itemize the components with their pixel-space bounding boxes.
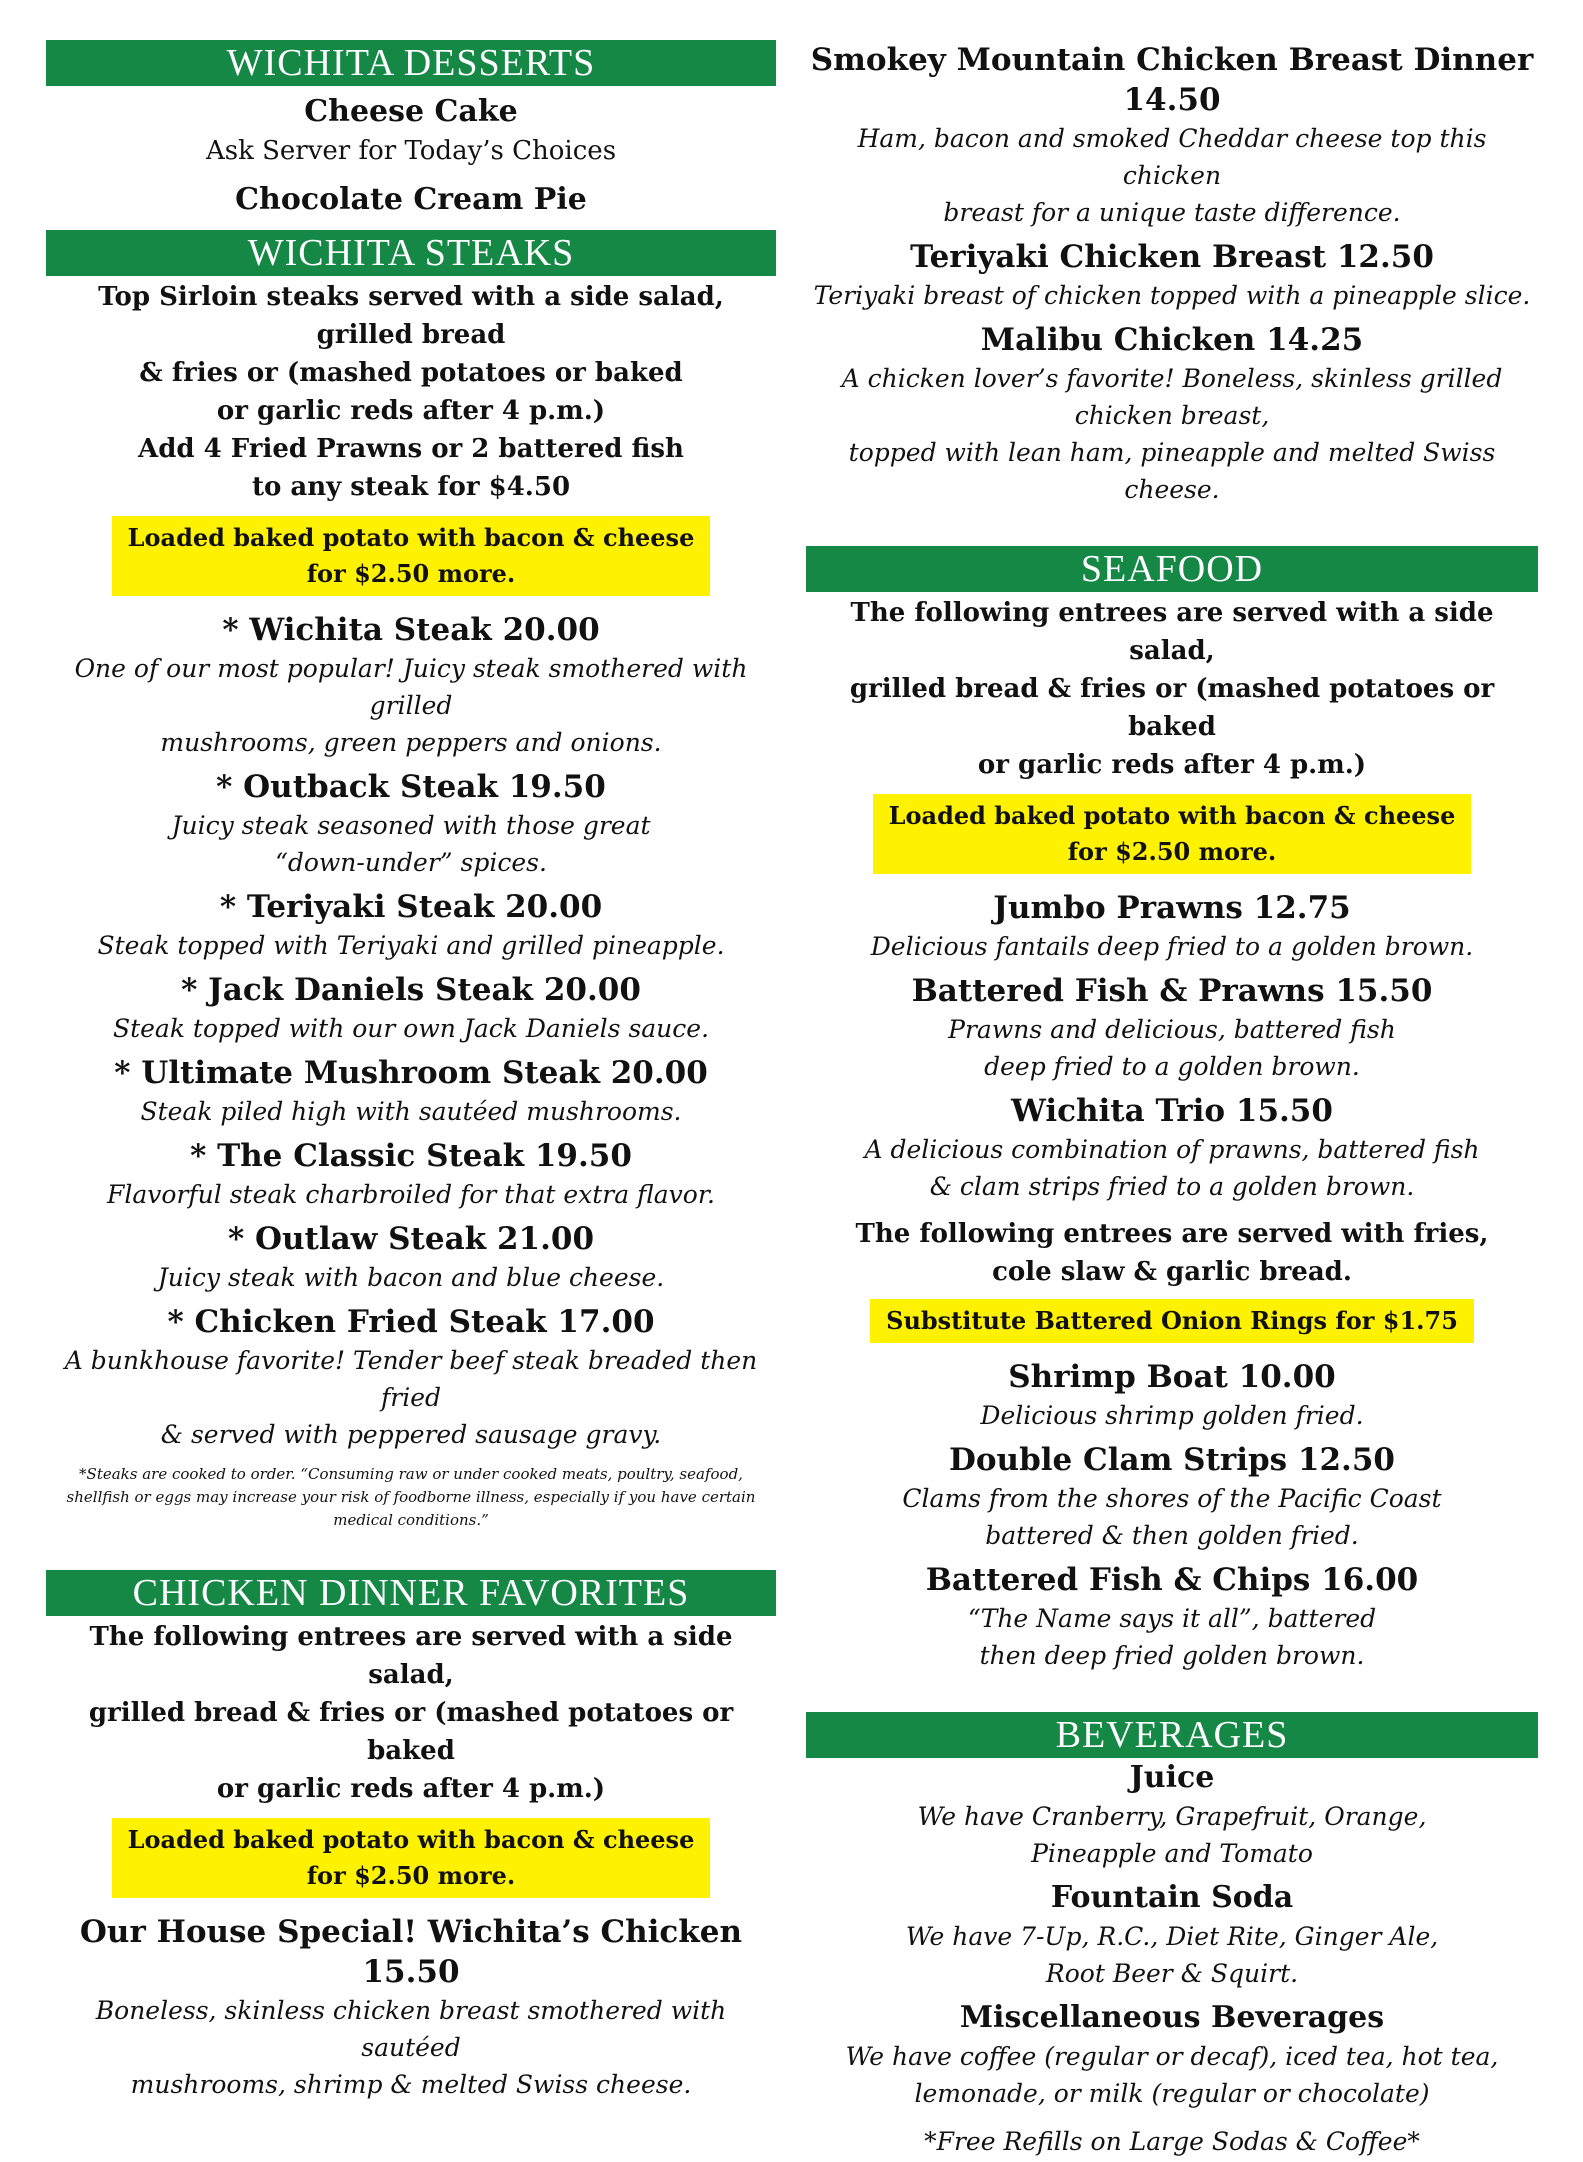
steak-item: * Jack Daniels Steak 20.00 Steak topped with our own Jack Daniels sauce. (112, 972, 710, 1043)
beverage-item: Fountain Soda We have 7-Up, R.C., Diet Rite, Ginger Ale, Root Beer & Squirt. (905, 1880, 1439, 1988)
steak-item: * Teriyaki Steak 20.00 Steak topped with Teriyaki and grilled pineapple. (97, 889, 725, 960)
seafood-item: Battered Fish & Prawns 15.50 Prawns and delicious, battered fish deep fried to a golden brown. (911, 973, 1433, 1081)
desserts-header: WICHITA DESSERTS (46, 40, 776, 86)
beverages-header: BEVERAGES (806, 1712, 1538, 1758)
beverage-item: Juice We have Cranberry, Grapefruit, Orange, Pineapple and Tomato (917, 1760, 1427, 1868)
seafood-potato-highlight: Loaded baked potato with bacon & cheese for $2.50 more. (873, 794, 1472, 874)
beverage-item: Miscellaneous Beverages We have coffee (regular or decaf), iced tea, hot tea, lemonade, or milk (regular or chocolate) (845, 2000, 1499, 2108)
chicken-potato-highlight: Loaded baked potato with bacon & cheese for $2.50 more. (112, 1818, 711, 1898)
steak-item: * The Classic Steak 19.50 Flavorful steak charbroiled for that extra flavor. (107, 1138, 715, 1209)
chicken-header: CHICKEN DINNER FAVORITES (46, 1570, 776, 1616)
onion-rings-highlight: Substitute Battered Onion Rings for $1.75 (870, 1299, 1474, 1343)
dessert-item (46, 92, 776, 170)
free-refills-note: *Free Refills on Large Sodas & Coffee* (924, 2127, 1420, 2156)
dessert-title: Chocolate Cream Pie (235, 182, 587, 217)
dessert-note: Ask Server for Today’s Choices (205, 136, 617, 166)
seafood-item: Shrimp Boat 10.00 Delicious shrimp golden fried. (980, 1359, 1364, 1430)
seafood-fries-note: The following entrees are served with fries, cole slaw & garlic bread. (855, 1219, 1489, 1287)
dessert-item (46, 180, 776, 220)
seafood-item: Double Clam Strips 12.50 Clams from the shores of the Pacific Coast battered & then golden fried. (902, 1442, 1442, 1550)
steak-item: * Chicken Fried Steak 17.00 A bunkhouse favorite! Tender beef steak breaded then fried & served with peppered sausage gravy. (64, 1304, 758, 1449)
right-column (806, 40, 1538, 2162)
dessert-title: Cheese Cake (304, 94, 518, 129)
steak-item: * Outback Steak 19.50 Juicy steak seasoned with those great “down-under” spices. (171, 769, 651, 877)
chicken-item: Malibu Chicken 14.25 A chicken lover’s favorite! Boneless, skinless grilled chicken breast, topped with lean ham, pineapple and melted Swiss cheese. (841, 322, 1503, 504)
chicken-item: Teriyaki Chicken Breast 12.50 Teriyaki breast of chicken topped with a pineapple slice. (813, 239, 1531, 310)
steaks-footnote: *Steaks are cooked to order. “Consuming raw or under cooked meats, poultry, seafood, shellfish or eggs may increase your risk of foodborne illness, especially if you have certain medical conditions.” (66, 1465, 756, 1529)
chicken-item: Smokey Mountain Chicken Breast Dinner 14.50 Ham, bacon and smoked Cheddar cheese top this chicken breast for a unique taste difference. (810, 42, 1534, 227)
seafood-item: Jumbo Prawns 12.75 Delicious fantails deep fried to a golden brown. (870, 890, 1474, 961)
seafood-header: SEAFOOD (806, 546, 1538, 592)
steak-item: * Wichita Steak 20.00 One of our most popular! Juicy steak smothered with grilled mushrooms, green peppers and onions. (74, 612, 748, 757)
seafood-item: Battered Fish & Chips 16.00 “The Name says it all”, battered then deep fried golden brown. (925, 1562, 1419, 1670)
left-column (46, 40, 776, 2103)
steaks-intro: Top Sirloin steaks served with a side salad, grilled bread & fries or (mashed potatoes or baked or garlic reds after 4 p.m.) Add 4 Fried Prawns or 2 battered fish to any steak for $4.50 (98, 282, 724, 502)
chicken-item: Our House Special! Wichita’s Chicken 15.50 Boneless, skinless chicken breast smothered with sautéed mushrooms, shrimp & melted Swiss cheese. (79, 1914, 743, 2099)
steaks-potato-highlight: Loaded baked potato with bacon & cheese for $2.50 more. (112, 516, 711, 596)
steak-item: * Outlaw Steak 21.00 Juicy steak with bacon and blue cheese. (157, 1221, 665, 1292)
seafood-item: Wichita Trio 15.50 A delicious combination of prawns, battered fish & clam strips fried to a golden brown. (864, 1093, 1480, 1201)
chicken-intro: The following entrees are served with a side salad, grilled bread & fries or (mashed potatoes or baked or garlic reds after 4 p.m.) (88, 1622, 734, 1804)
seafood-intro: The following entrees are served with a side salad, grilled bread & fries or (mashed potatoes or baked or garlic reds after 4 p.m.) (849, 598, 1495, 780)
steaks-header: WICHITA STEAKS (46, 230, 776, 276)
steak-item: * Ultimate Mushroom Steak 20.00 Steak piled high with sautéed mushrooms. (114, 1055, 708, 1126)
